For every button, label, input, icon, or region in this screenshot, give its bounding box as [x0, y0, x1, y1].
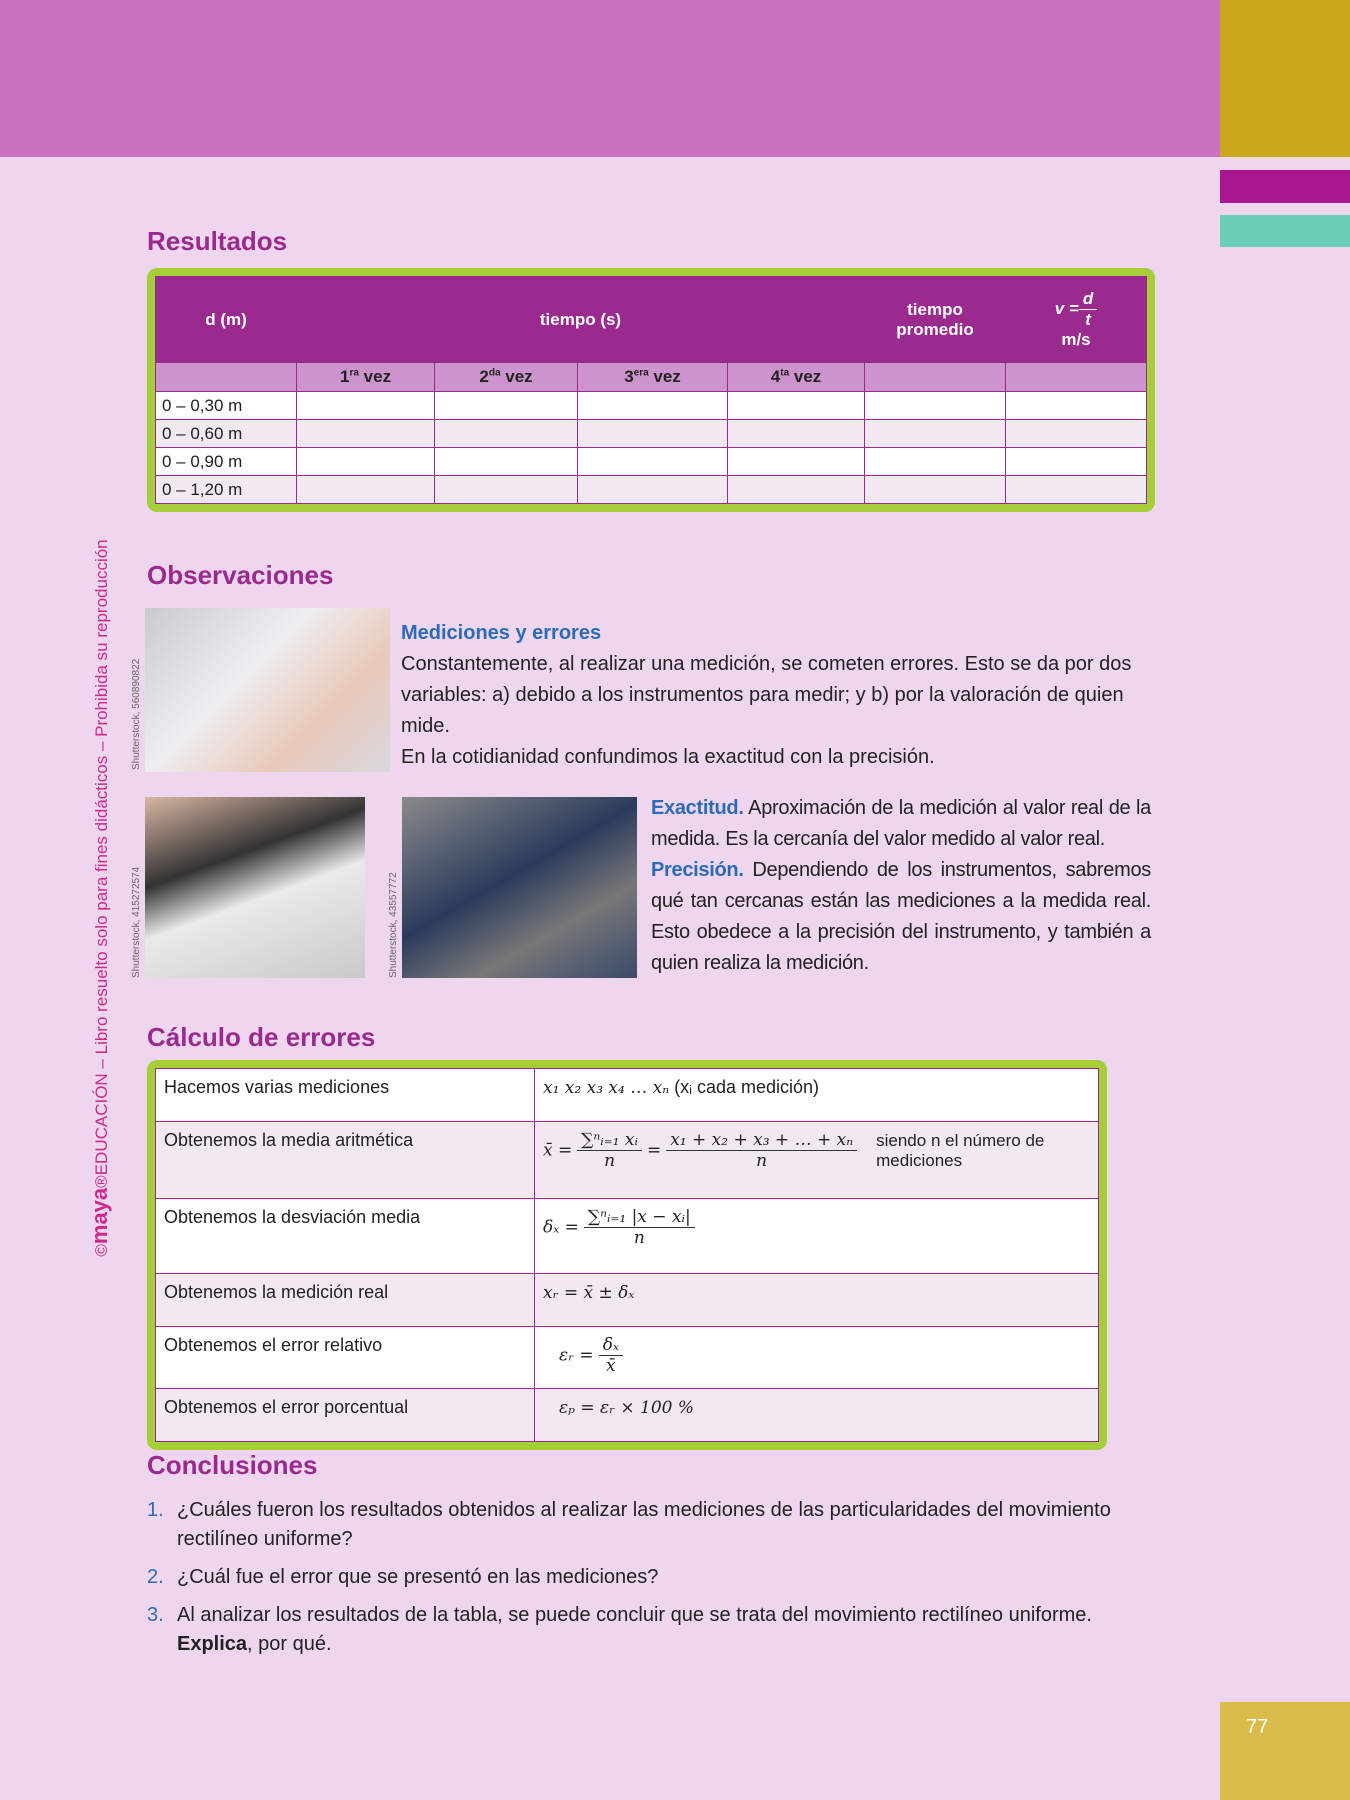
sub-3: $3^{era}$ vez [577, 363, 727, 392]
calculo-table [155, 1068, 1099, 1442]
row-label: Hacemos varias mediciones [156, 1069, 535, 1122]
formula-cell: δₓ = $\frac{\text{∑ⁿᵢ₌₁ |x − xᵢ|}}{n}$ [535, 1199, 1099, 1274]
cell[interactable] [435, 420, 578, 448]
section-tab-magenta [1220, 170, 1350, 203]
list-item: 1. ¿Cuáles fueron los resultados obtenidos al realizar las mediciones de las particularidades del movimiento rectilíneo uniforme? [147, 1499, 1111, 1550]
header-corner [1220, 0, 1350, 157]
table-row [156, 392, 1147, 420]
calculo-heading: Cálculo de errores [147, 1022, 376, 1052]
v-label: v = [1054, 298, 1079, 318]
cell[interactable] [577, 420, 727, 448]
cell[interactable] [865, 448, 1006, 476]
conclusiones-list [147, 1496, 1167, 1668]
observaciones-heading: Observaciones [147, 560, 334, 590]
row-label: Obtenemos la media aritmética [156, 1122, 535, 1199]
row-label: Obtenemos el error porcentual [156, 1389, 535, 1442]
table-row [156, 476, 1147, 504]
registered-mark: ® [92, 1175, 111, 1188]
precision-text: Dependiendo de los instrumentos, sabremos qué tan cercanas están las mediciones a la medida real. Esto obedece a la precisión del instrumento, y también a quien realiza la medición. [651, 859, 1151, 974]
sub-empty [156, 363, 297, 392]
cell[interactable] [577, 392, 727, 420]
mediciones-paragraph-2: En la cotidianidad confundimos la exactitud con la precisión. [401, 746, 935, 768]
cell[interactable] [435, 448, 578, 476]
table-row [156, 1327, 1099, 1389]
col-tiempo: tiempo (s) [297, 277, 865, 363]
photo-credit: Shutterstock, 43557772 [388, 872, 399, 978]
col-promedio: tiempo promedio [865, 277, 1006, 363]
brand-logo: maya [87, 1187, 112, 1245]
sub-2: $2^{da}$ vez [435, 363, 578, 392]
sub-1: $1^{ra}$ vez [297, 363, 435, 392]
list-item: 2. ¿Cuál fue el error que se presentó en las mediciones? [147, 1566, 659, 1588]
cell[interactable] [577, 476, 727, 504]
row-label: Obtenemos la medición real [156, 1274, 535, 1327]
cell[interactable] [865, 392, 1006, 420]
cell[interactable] [728, 448, 865, 476]
cell[interactable] [435, 476, 578, 504]
cell[interactable] [577, 448, 727, 476]
page-number: 77 [1246, 1716, 1269, 1738]
cell[interactable] [1006, 392, 1147, 420]
copyright-symbol: © [92, 1244, 111, 1257]
cell[interactable] [297, 476, 435, 504]
cell[interactable] [297, 420, 435, 448]
results-table-frame [147, 268, 1155, 512]
section-tab-teal [1220, 215, 1350, 247]
cell[interactable] [1006, 476, 1147, 504]
cell[interactable] [1006, 448, 1147, 476]
v-num: d [1079, 289, 1097, 310]
copyright-side-text [87, 498, 113, 1298]
definitions-block [651, 793, 1151, 979]
row-label: 0 – 0,60 m [156, 420, 297, 448]
row-label: Obtenemos el error relativo [156, 1327, 535, 1389]
copyright-text: EDUCACIÓN – Libro resuelto solo para fines didácticos – Prohibida su reproducción [92, 539, 111, 1176]
cell[interactable] [728, 392, 865, 420]
cell[interactable] [728, 420, 865, 448]
cell[interactable] [297, 448, 435, 476]
cell[interactable] [435, 392, 578, 420]
photo-caliper [145, 608, 390, 772]
table-row [156, 420, 1147, 448]
v-den: t [1085, 310, 1091, 329]
photo-credit: Shutterstock, 560890822 [131, 658, 142, 770]
exactitud-text: Aproximación de la medición al valor real de la medida. Es la cercanía del valor medido al valor real. [651, 797, 1151, 850]
cell[interactable] [865, 476, 1006, 504]
sub-empty [865, 363, 1006, 392]
formula-cell: x₁ x₂ x₃ x₄ … xₙ (xᵢ cada medición) [535, 1069, 1099, 1122]
cell[interactable] [865, 420, 1006, 448]
row-label: 0 – 0,30 m [156, 392, 297, 420]
photo-calculator [145, 797, 365, 978]
formula-cell: εₚ = εᵣ × 100 % [535, 1389, 1099, 1442]
table-row [156, 1389, 1099, 1442]
mediciones-title: Mediciones y errores [401, 622, 602, 644]
cell[interactable] [1006, 420, 1147, 448]
mediciones-block [401, 618, 1146, 773]
formula-cell: x̄ = $\frac{\text{∑ⁿᵢ₌₁ xᵢ}}{n}$ = $\frac{\text{x₁ + x₂ + x₃ + … + xₙ}}{n}$ siendo n el número de mediciones [535, 1122, 1099, 1199]
results-table [155, 276, 1147, 504]
table-row [156, 1122, 1099, 1199]
header-band [0, 0, 1220, 157]
table-row [156, 1069, 1099, 1122]
page-number-box [1220, 1702, 1350, 1800]
resultados-heading: Resultados [147, 226, 288, 256]
v-unit: m/s [1061, 330, 1091, 349]
col-velocidad [1006, 277, 1147, 363]
table-row [156, 1199, 1099, 1274]
formula-cell: xᵣ = x̄ ± δₓ [535, 1274, 1099, 1327]
row-label: 0 – 1,20 m [156, 476, 297, 504]
cell[interactable] [297, 392, 435, 420]
row-label: 0 – 0,90 m [156, 448, 297, 476]
photo-machinist [402, 797, 637, 978]
row-label: Obtenemos la desviación media [156, 1199, 535, 1274]
table-row [156, 1274, 1099, 1327]
formula-cell: εᵣ = $\frac{\text{δₓ}}{x̄}$ [535, 1327, 1099, 1389]
sub-4: $4^{ta}$ vez [728, 363, 865, 392]
conclusiones-heading: Conclusiones [147, 1450, 318, 1480]
calculo-table-frame [147, 1060, 1107, 1450]
mediciones-paragraph: Constantemente, al realizar una medición, se cometen errores. Esto se da por dos variables: a) debido a los instrumentos para medir; y b) por la valoración de quien mide. [401, 653, 1132, 737]
col-d: d (m) [156, 277, 297, 363]
table-row [156, 448, 1147, 476]
sub-empty [1006, 363, 1147, 392]
exactitud-label: Exactitud. [651, 797, 744, 819]
photo-credit: Shutterstock, 415272574 [131, 866, 142, 978]
list-item: 3. Al analizar los resultados de la tabla, se puede concluir que se trata del movimiento rectilíneo uniforme. Explica, por qué. [147, 1604, 1092, 1655]
precision-label: Precisión. [651, 859, 744, 881]
cell[interactable] [728, 476, 865, 504]
